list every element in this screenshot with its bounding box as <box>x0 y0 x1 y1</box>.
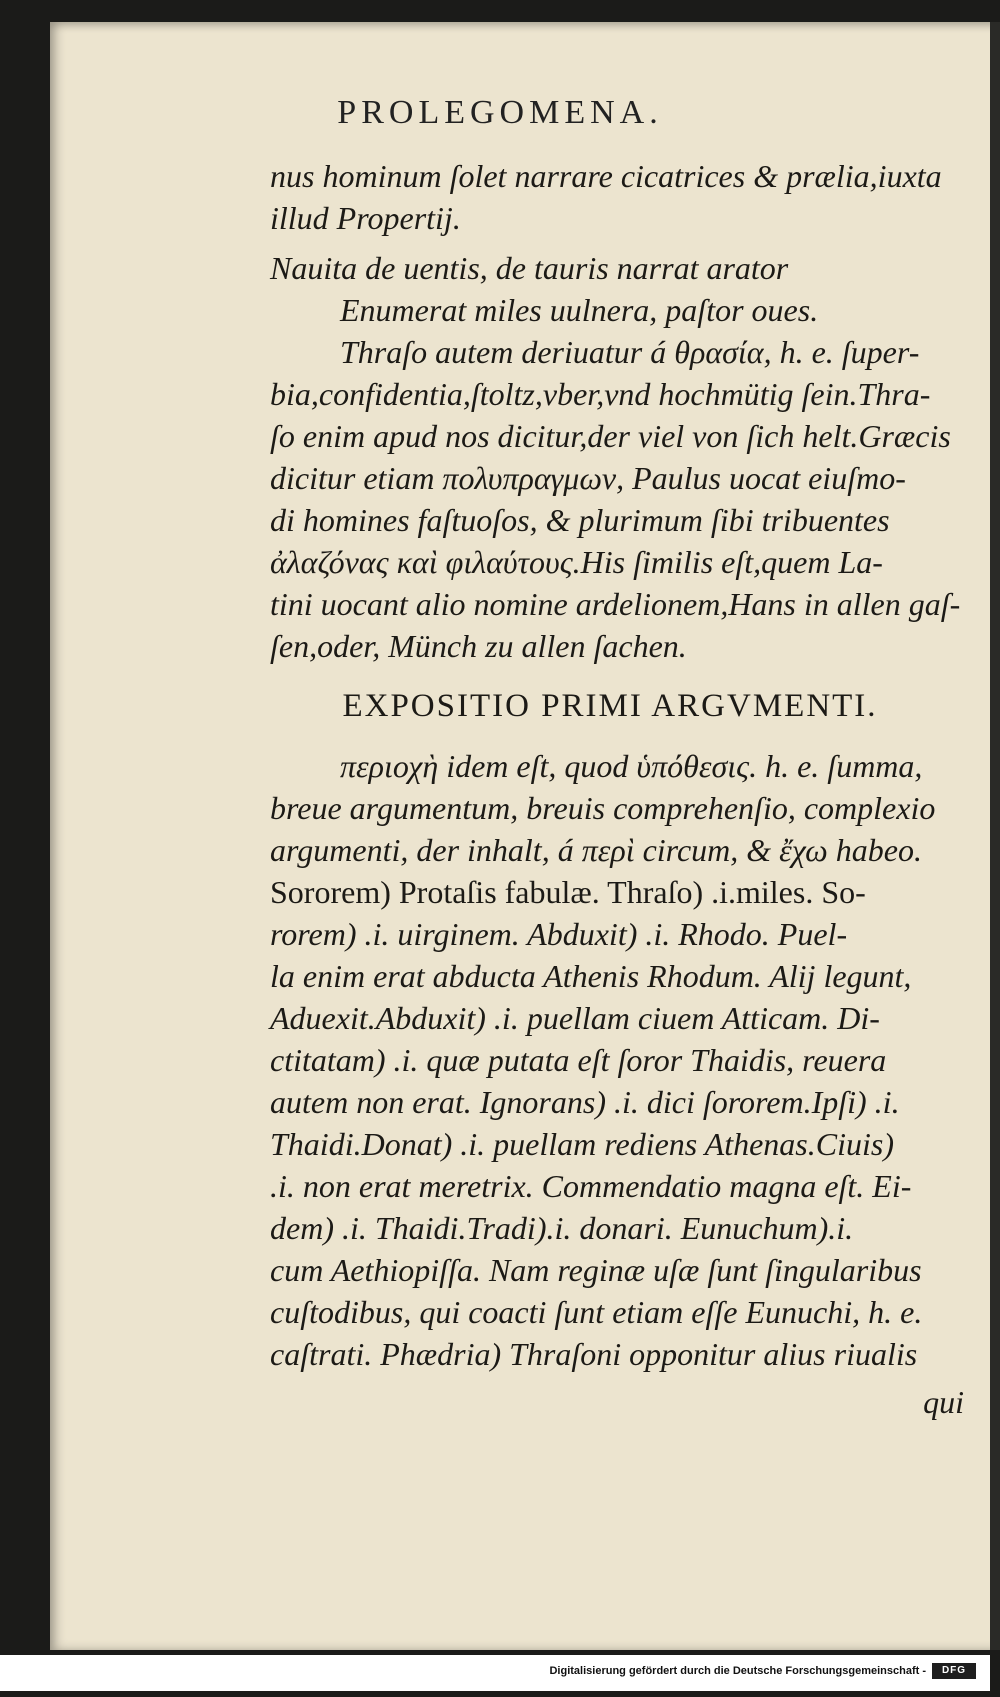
text-line: cum Aethiopiſſa. Nam reginæ uſæ ſunt ſingularibus <box>270 1252 922 1288</box>
text-line: ſo enim apud nos dicitur,der viel von ſich helt.Græcis <box>270 418 951 454</box>
text-line: rorem) .i. uirginem. Abduxit) .i. Rhodo. Puel- <box>270 916 848 952</box>
book-page <box>50 22 1000 1650</box>
text-line: dem) .i. Thaidi.Tradi).i. donari. Eunuchum).i. <box>270 1210 854 1246</box>
text-line: ἀλαζόνας καὶ φιλαύτους.His ſimilis eſt,quem La- <box>270 544 883 580</box>
dfg-logo: DFG <box>932 1663 976 1679</box>
catchword: qui <box>923 1384 964 1420</box>
text-line: bia,confidentia,ſtoltz,vber,vnd hochmütig ſein.Thra- <box>270 376 931 412</box>
text-line: di homines faſtuoſos, & plurimum ſibi tribuentes <box>270 502 890 538</box>
text-line: περιοχὴ idem eſt, quod ὑπόθεσις. h. e. ſumma, <box>340 748 923 784</box>
text-line: .i. non erat meretrix. Commendatio magna eſt. Ei- <box>270 1168 912 1204</box>
text-line: argumenti, der inhalt, á περὶ circum, & ἔχω habeo. <box>270 832 922 868</box>
text-line: ctitatam) .i. quæ putata eſt ſoror Thaidis, reuera <box>270 1042 887 1078</box>
text-line: cuſtodibus, qui coacti ſunt etiam eſſe Eunuchi, h. e. <box>270 1294 923 1330</box>
text-line: dicitur etiam πολυπραγμων, Paulus uocat eiuſmo- <box>270 460 906 496</box>
verse-line: Nauita de uentis, de tauris narrat arator <box>270 250 789 286</box>
section-heading: EXPOSITIO PRIMI ARGVMENTI. <box>342 688 878 724</box>
text-line: ſen,oder, Münch zu allen ſachen. <box>270 628 687 664</box>
text-line: la enim erat abducta Athenis Rhodum. Alij legunt, <box>270 958 912 994</box>
text-line: Sororem) Protaſis fabulæ. Thraſo) .i.miles. So- <box>270 874 866 910</box>
text-line: autem non erat. Ignorans) .i. dici ſororem.Ipſi) .i. <box>270 1084 900 1120</box>
footer-bar <box>0 1655 990 1691</box>
page-edge <box>990 22 1000 1650</box>
running-head: PROLEGOMENA. <box>337 94 663 131</box>
footer-credit: Digitalisierung gefördert durch die Deutsche Forschungsgemeinschaft - <box>549 1665 926 1677</box>
text-line: Thaidi.Donat) .i. puellam rediens Athenas.Ciuis) <box>270 1126 894 1162</box>
text-line: tini uocant alio nomine ardelionem,Hans in allen gaſ- <box>270 586 961 622</box>
text-line: breue argumentum, breuis comprehenſio, complexio <box>270 790 936 826</box>
text-line: illud Propertij. <box>270 200 461 236</box>
verse-line: Enumerat miles uulnera, paſtor oues. <box>340 292 819 328</box>
text-line: Aduexit.Abduxit) .i. puellam ciuem Atticam. Di- <box>270 1000 880 1036</box>
text-line: Thraſo autem deriuatur á θρασία, h. e. ſuper- <box>340 334 920 370</box>
text-line: caſtrati. Phædria) Thraſoni opponitur alius riualis <box>270 1336 918 1372</box>
text-line: nus hominum ſolet narrare cicatrices & prælia,iuxta <box>270 158 942 194</box>
